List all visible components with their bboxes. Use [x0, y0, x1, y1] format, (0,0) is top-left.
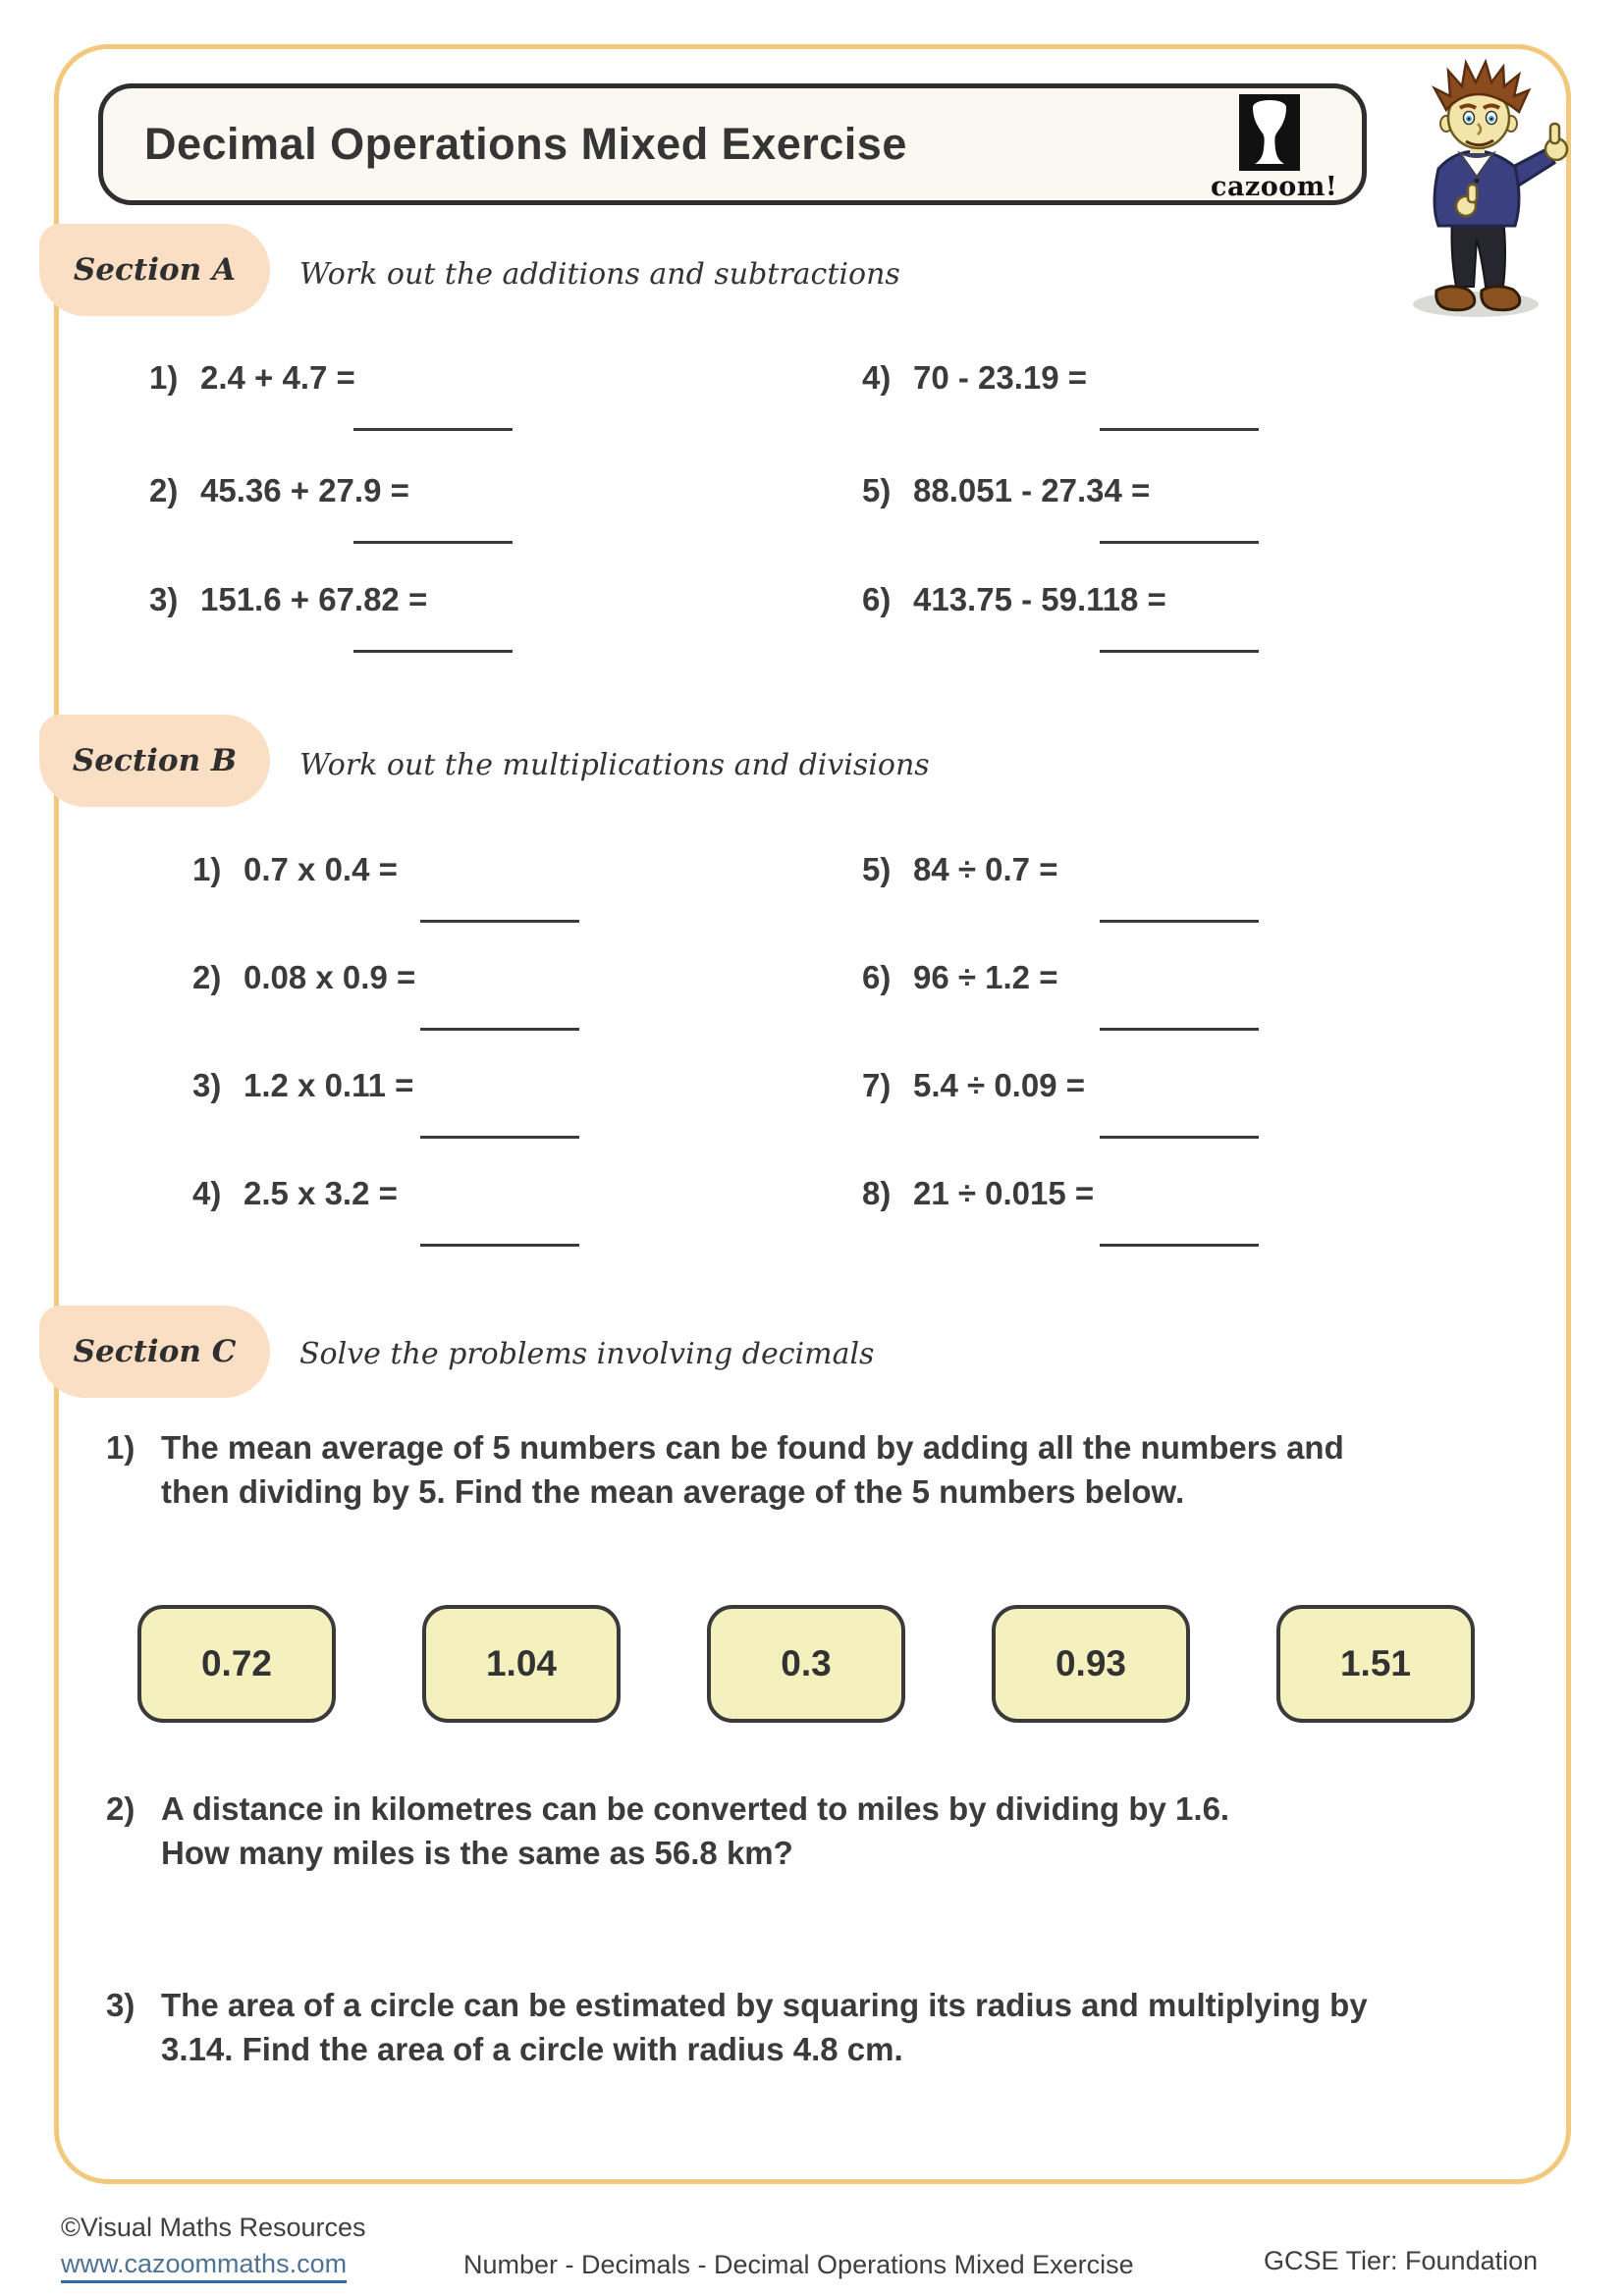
section-a-label: Section A — [73, 252, 237, 288]
answer-line — [1100, 541, 1259, 544]
problem-expression: 2.5 x 3.2 = — [244, 1175, 398, 1211]
problem-expression: 1.2 x 0.11 = — [244, 1067, 414, 1103]
number-card: 0.72 — [137, 1605, 336, 1723]
section-a-tab — [39, 224, 270, 316]
answer-line — [1100, 1136, 1259, 1139]
problem-number: 8) — [862, 1175, 892, 1211]
answer-line — [1100, 428, 1259, 431]
footer-breadcrumb: Number - Decimals - Decimal Operations Mixed Exercise — [463, 2250, 1134, 2279]
cazoommaths-link[interactable]: www.cazoommaths.com — [61, 2249, 347, 2283]
problem-a5 — [862, 471, 1259, 544]
number-card: 0.93 — [992, 1605, 1190, 1723]
answer-line — [1100, 1244, 1259, 1247]
problem-number: 3) — [192, 1067, 222, 1103]
problem-c1 — [106, 1425, 1344, 1514]
problem-expression: 5.4 ÷ 0.09 = — [913, 1067, 1085, 1103]
problem-number: 2) — [106, 1790, 135, 1827]
problem-number: 6) — [862, 959, 892, 995]
problem-number: 1) — [149, 359, 179, 396]
problem-b6 — [862, 958, 1259, 1031]
problem-a6 — [862, 580, 1259, 653]
problem-number: 4) — [862, 359, 892, 396]
logo-wordmark: cazoom! — [1211, 172, 1338, 202]
answer-line — [1100, 650, 1259, 653]
footer-copyright-block — [61, 2213, 366, 2283]
answer-line — [353, 541, 513, 544]
copyright-text: ©Visual Maths Resources — [61, 2213, 366, 2242]
problem-expression: 151.6 + 67.82 = — [200, 581, 428, 617]
problem-b3 — [192, 1066, 579, 1139]
problem-number: 1) — [106, 1429, 135, 1466]
number-card: 0.3 — [707, 1605, 905, 1723]
problem-number: 1) — [192, 851, 222, 887]
problem-a1 — [149, 358, 513, 431]
problem-number: 5) — [862, 851, 892, 887]
answer-line — [420, 1028, 579, 1031]
problem-number: 2) — [192, 959, 222, 995]
problem-expression: 70 - 23.19 = — [913, 359, 1088, 396]
problem-b4 — [192, 1174, 579, 1247]
number-cards — [137, 1605, 1475, 1723]
answer-line — [1100, 1028, 1259, 1031]
cazoom-drum-icon — [1239, 94, 1300, 171]
problem-b1 — [192, 850, 579, 923]
problem-a3 — [149, 580, 513, 653]
problem-expression: 88.051 - 27.34 = — [913, 472, 1151, 508]
section-c-tab — [39, 1306, 270, 1398]
problem-expression: 0.7 x 0.4 = — [244, 851, 398, 887]
problem-text: The area of a circle can be estimated by squaring its radius and multiplying by 3.14. Find the area of a circle with radius 4.8 cm. — [161, 1987, 1368, 2067]
section-b-label: Section B — [72, 743, 238, 778]
answer-line — [353, 428, 513, 431]
problem-a2 — [149, 471, 513, 544]
number-card: 1.51 — [1276, 1605, 1475, 1723]
problem-b2 — [192, 958, 579, 1031]
problem-number: 3) — [149, 581, 179, 617]
problem-expression: 84 ÷ 0.7 = — [913, 851, 1058, 887]
problem-expression: 0.08 x 0.9 = — [244, 959, 416, 995]
title-box — [98, 83, 1367, 205]
problem-expression: 45.36 + 27.9 = — [200, 472, 409, 508]
problem-c3 — [106, 1983, 1368, 2071]
answer-line — [1100, 920, 1259, 923]
problem-b8 — [862, 1174, 1259, 1247]
mascot-boy-thumbs-up — [1378, 59, 1592, 322]
section-b-instruction: Work out the multiplications and divisions — [299, 748, 930, 782]
problem-number: 3) — [106, 1987, 135, 2023]
problem-number: 6) — [862, 581, 892, 617]
problem-expression: 413.75 - 59.118 = — [913, 581, 1166, 617]
section-c-label: Section C — [73, 1334, 237, 1369]
footer-tier-label: GCSE Tier: Foundation — [1264, 2246, 1539, 2275]
section-a-instruction: Work out the additions and subtractions — [299, 257, 900, 292]
answer-line — [420, 1136, 579, 1139]
problem-expression: 96 ÷ 1.2 = — [913, 959, 1058, 995]
problem-expression: 2.4 + 4.7 = — [200, 359, 355, 396]
section-c-instruction: Solve the problems involving decimals — [299, 1337, 875, 1371]
problem-expression: 21 ÷ 0.015 = — [913, 1175, 1095, 1211]
number-card: 1.04 — [422, 1605, 621, 1723]
problem-number: 7) — [862, 1067, 892, 1103]
problem-text: A distance in kilometres can be converted to miles by dividing by 1.6. How many miles is the same as 56.8 km? — [161, 1790, 1230, 1871]
page-title: Decimal Operations Mixed Exercise — [144, 119, 907, 169]
section-b-tab — [39, 715, 270, 807]
problem-text: The mean average of 5 numbers can be found by adding all the numbers and then dividing by 5. Find the mean average of the 5 numbers below. — [161, 1429, 1344, 1510]
problem-number: 5) — [862, 472, 892, 508]
problem-b5 — [862, 850, 1259, 923]
answer-line — [420, 920, 579, 923]
answer-line — [353, 650, 513, 653]
problem-number: 4) — [192, 1175, 222, 1211]
cazoom-logo — [1211, 94, 1338, 202]
problem-a4 — [862, 358, 1259, 431]
problem-number: 2) — [149, 472, 179, 508]
problem-b7 — [862, 1066, 1259, 1139]
answer-line — [420, 1244, 579, 1247]
problem-c2 — [106, 1787, 1229, 1875]
